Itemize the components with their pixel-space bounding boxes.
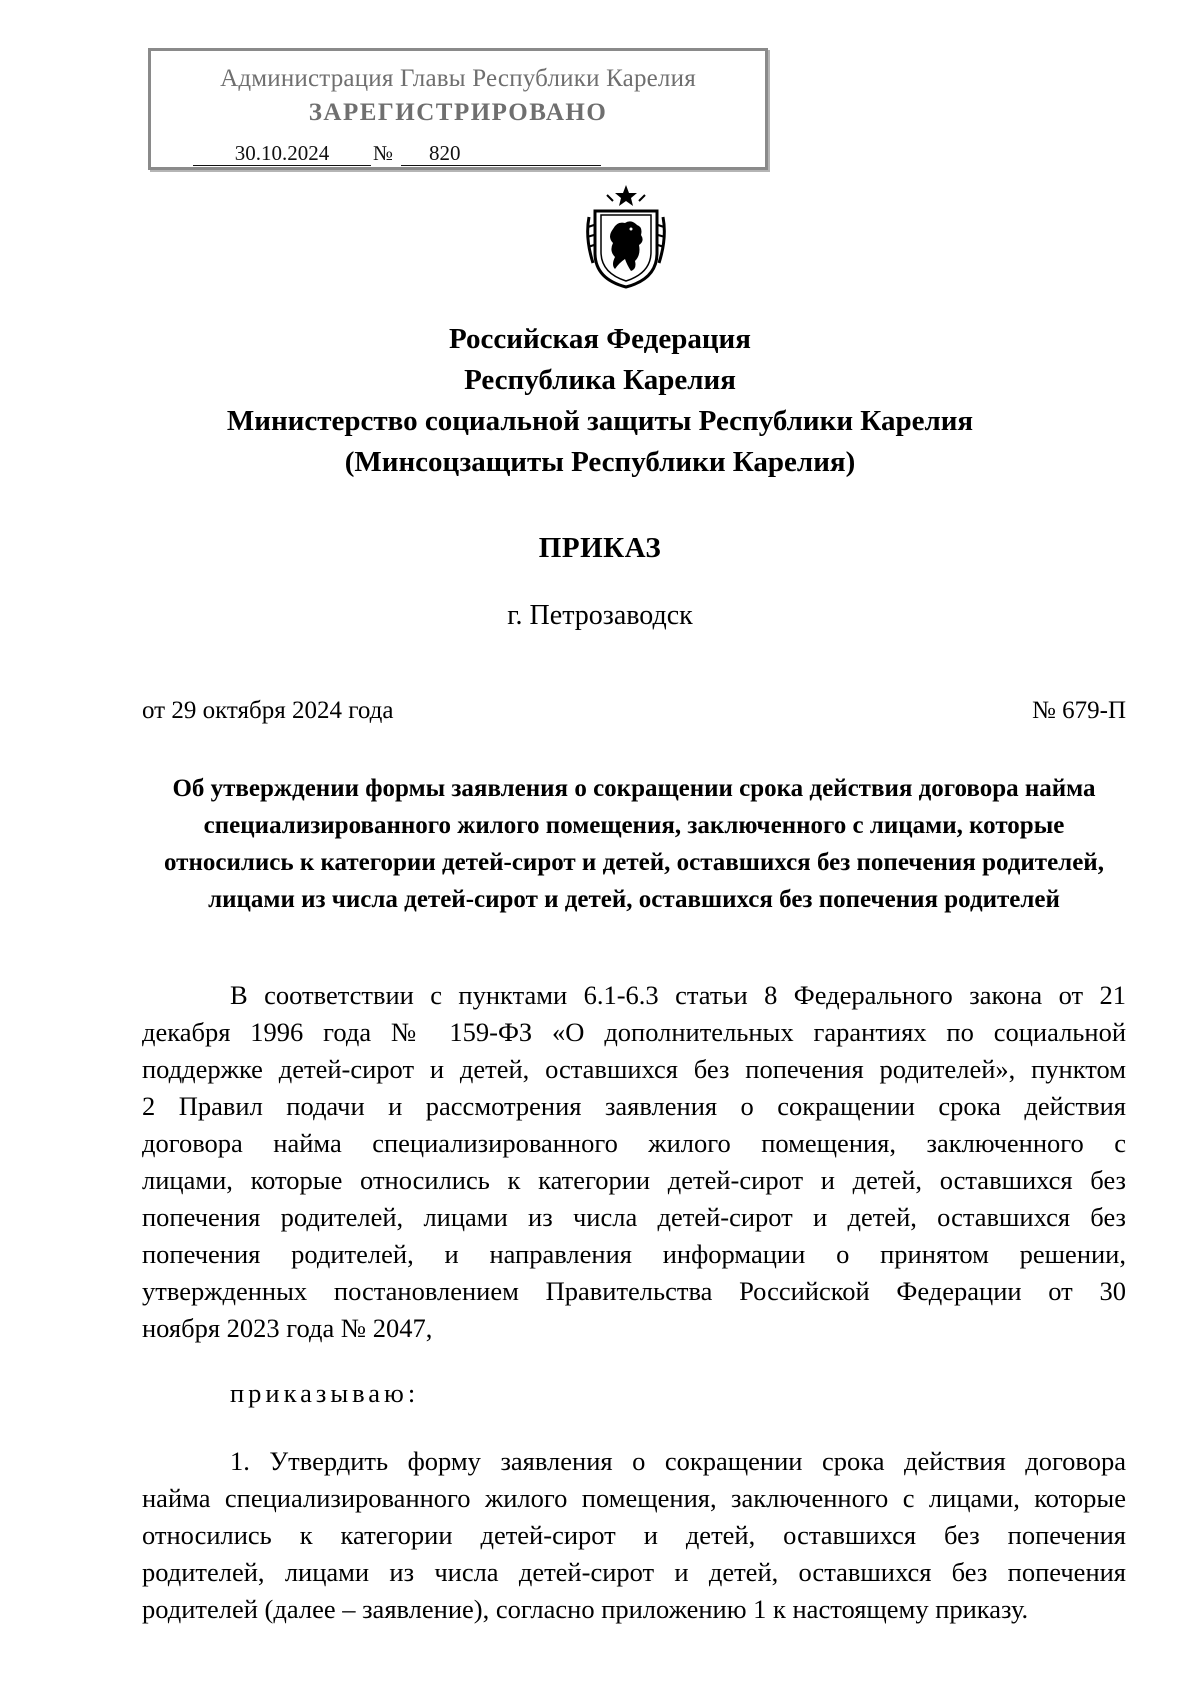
preamble-line: попечения родителей, и направления информации о принятом решении,: [142, 1239, 1126, 1269]
item1-line: найма специализированного жилого помещения, заключенного с лицами, которые: [142, 1483, 1126, 1513]
preamble-line: 2 Правил подачи и рассмотрения заявления о сокращении срока действия: [142, 1091, 1126, 1121]
order-word: приказываю:: [230, 1378, 420, 1408]
preamble-line: ноября 2023 года № 2047,: [142, 1313, 433, 1343]
stamp-date: 30.10.2024: [193, 141, 371, 166]
stamp-number: 820: [401, 141, 601, 166]
preamble-line: утвержденных постановлением Правительства Российской Федерации от 30: [142, 1276, 1126, 1306]
item1-line: родителей, лицами из числа детей-сирот и детей, оставшихся без попечения: [142, 1557, 1126, 1587]
preamble-paragraph: [142, 977, 1126, 1347]
item1-line: относились к категории детей-сирот и детей, оставшихся без попечения: [142, 1520, 1126, 1550]
preamble-line: поддержке детей-сирот и детей, оставшихся без попечения родителей», пунктом: [142, 1054, 1126, 1084]
item1-line: 1. Утвердить форму заявления о сокращении срока действия договора: [230, 1446, 1126, 1476]
stamp-registered-label: ЗАРЕГИСТРИРОВАНО: [308, 99, 608, 126]
preamble-line: декабря 1996 года № 159-ФЗ «О дополнительных гарантиях по социальной: [142, 1017, 1126, 1047]
preamble-line: В соответствии с пунктами 6.1-6.3 статьи 8 Федерального закона от 21: [230, 980, 1126, 1010]
karelia-coat-of-arms-icon: [585, 183, 667, 289]
header-country: Российская Федерация: [449, 323, 751, 355]
header-ministry-short: (Минсоцзащиты Республики Карелия): [344, 446, 856, 478]
header-republic: Республика Карелия: [464, 364, 736, 396]
registration-stamp: [148, 48, 768, 170]
order-date: от 29 октября 2024 года: [142, 697, 394, 724]
header-ministry: Министерство социальной защиты Республики Карелия: [226, 405, 974, 437]
order-subject: Об утверждении формы заявления о сокращении срока действия договора найма специализированного жилого помещения, заключенного с лицами, которые относились к категории детей-сирот и детей, оставшихся без попечения родителей, лицами из числа детей-сирот и детей, оставшихся без попечения родителей: [164, 775, 1104, 913]
stamp-organization: Администрация Главы Республики Карелия: [220, 65, 696, 92]
preamble-line: попечения родителей, лицами из числа детей-сирот и детей, оставшихся без: [142, 1202, 1126, 1232]
preamble-line: договора найма специализированного жилого помещения, заключенного с: [142, 1128, 1126, 1158]
order-title: ПРИКАЗ: [538, 532, 662, 564]
stamp-number-label: №: [373, 141, 394, 165]
order-city: г. Петрозаводск: [507, 600, 693, 631]
preamble-line: лицами, которые относились к категории детей-сирот и детей, оставшихся без: [142, 1165, 1126, 1195]
item1-paragraph: [142, 1443, 1126, 1628]
order-number: № 679-П: [1032, 697, 1126, 724]
item1-line: родителей (далее – заявление), согласно приложению 1 к настоящему приказу.: [142, 1594, 1029, 1624]
